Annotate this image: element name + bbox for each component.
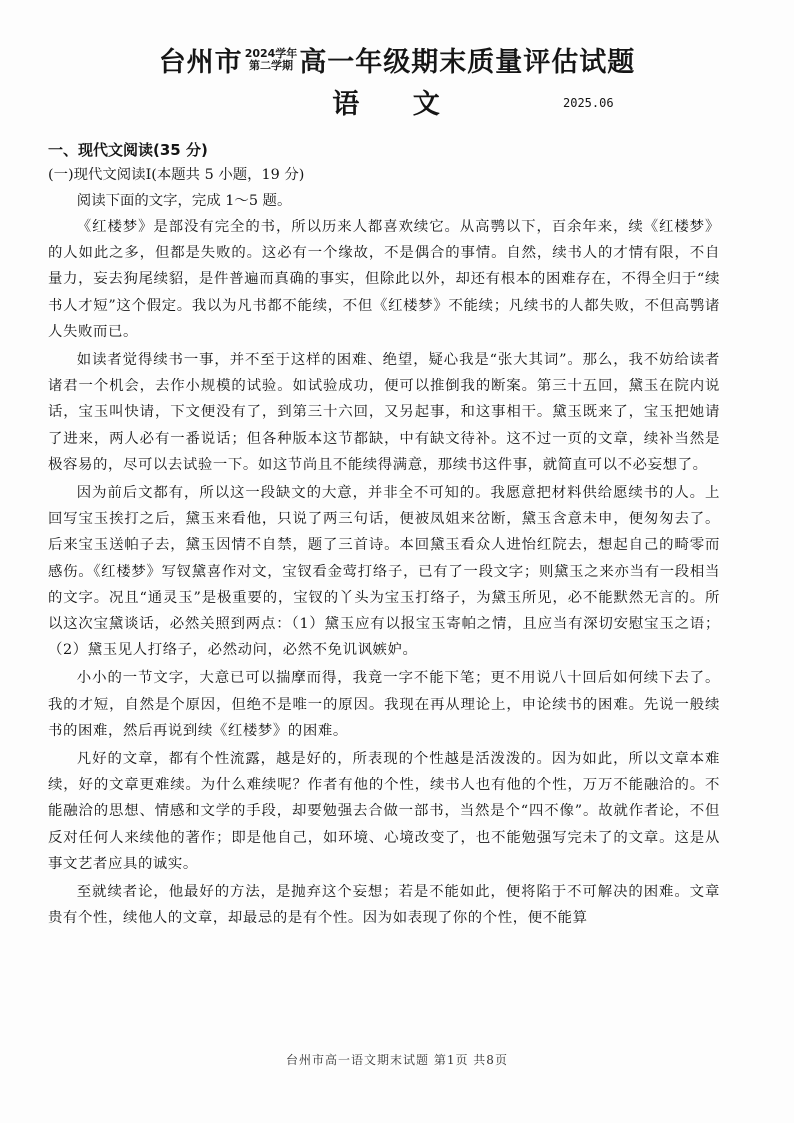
subsection-heading: (一)现代文阅读Ⅰ(本题共 5 小题，19 分) [48,167,305,183]
passage-paragraph-6: 至就续者论，他最好的方法，是抛弃这个妄想；若是不能如此，便将陷于不可解决的困难。文章贵有个性，续他人的文章，却最忌的是有个性。因为如表现了你的个性，便不能算 [48,884,720,927]
passage-paragraph-1: 《红楼梦》是部没有完全的书，所以历来人都喜欢续它。从高鹗以下，百余年来，续《红楼梦》的人如此之多，但都是失败的。这必有一个缘故，不是偶合的事情。自然，续书人的才情有限，不自量力，妄去狗尾续貂，是件普遍而真确的事实，但除此以外，却还有根本的困难存在，不得全归于“续书人才短”这个假定。我以为凡书都不能续，不但《红楼梦》不能续；凡续书的人都失败，不但高鹗诸人失败而已。 [48,219,720,340]
instruction: 阅读下面的文字，完成 1～5 题。 [76,193,292,209]
section-heading: 一、现代文阅读(35 分) [48,141,208,159]
passage-paragraph-3: 因为前后文都有，所以这一段缺文的大意，并非全不可知的。我愿意把材料供给愿续书的人。上回写宝玉挨打之后，黛玉来看他，只说了两三句话，便被凤姐来岔断，黛玉含意未申，便匆匆去了。后来宝玉送帕子去，黛玉因情不自禁，题了三首诗。本回黛玉看众人进怡红院去，想起自己的畸零而感伤。《红楼梦》写钗黛喜作对文，宝钗看金莺打络子，已有了一段文字；则黛玉之来亦当有一段相当的文字。况且“通灵玉”是极重要的，宝钗的丫头为宝玉打络子，为黛玉所见，必不能默然无言的。所以这次宝黛谈话，必然关照到两点：（1）黛玉应有以报宝玉寄帕之情，且应当有深切安慰宝玉之语；（2）黛玉见人打络子，必然动问，必然不免讥讽嫉妒。 [48,485,720,659]
exam-title [0,40,794,79]
title-main: 高一年级期末质量评估试题 [299,47,636,78]
title-year: 2024学年 [244,46,298,60]
reading-section [48,138,720,933]
passage-paragraph-2: 如读者觉得续书一事，并不至于这样的困难、绝望，疑心我是“张大其词”。那么，我不妨给读者诸君一个机会，去作小规模的试验。如试验成功，便可以推倒我的断案。第三十五回，黛玉在院内说话，宝玉叫快请，下文便没有了，到第三十六回，又另起事，和这事相干。黛玉既来了，宝玉把她请了进来，两人必有一番说话；但各种版本这节都缺，中有缺文待补。这不过一页的文章，续补当然是极容易的，尽可以去试验一下。如这节尚且不能续得满意，那续书这件事，就简直可以不必妄想了。 [48,352,720,473]
exam-date: 2025.06 [563,96,614,110]
page-footer: 台州市高一语文期末试题 第1页 共8页 [286,1053,508,1067]
title-city: 台州市 [158,47,243,78]
passage-paragraph-4: 小小的一节文字，大意已可以揣摩而得，我竟一字不能下笔；更不用说八十回后如何续下去了。我的才短，自然是个原因，但绝不是唯一的原因。我现在再从理论上，申论续书的困难。先说一般续书的困难，然后再说到续《红楼梦》的困难。 [48,670,720,739]
title-term: 第二学期 [249,58,293,72]
subject-title: 语 文 [332,89,462,120]
title-term-stack [245,48,298,72]
passage-paragraph-5: 凡好的文章，都有个性流露，越是好的，所表现的个性越是活泼泼的。因为如此，所以文章本难续，好的文章更难续。为什么难续呢？作者有他的个性，续书人也有他的个性，万万不能融洽的。不能融洽的思想、情感和文学的手段，却要勉强去合做一部书，当然是个“四不像”。故就作者论，不但反对任何人来续他的著作；即是他自己，如环境、心境改变了，也不能勉强写完未了的文章。这是从事文艺者应具的诚实。 [48,751,720,872]
